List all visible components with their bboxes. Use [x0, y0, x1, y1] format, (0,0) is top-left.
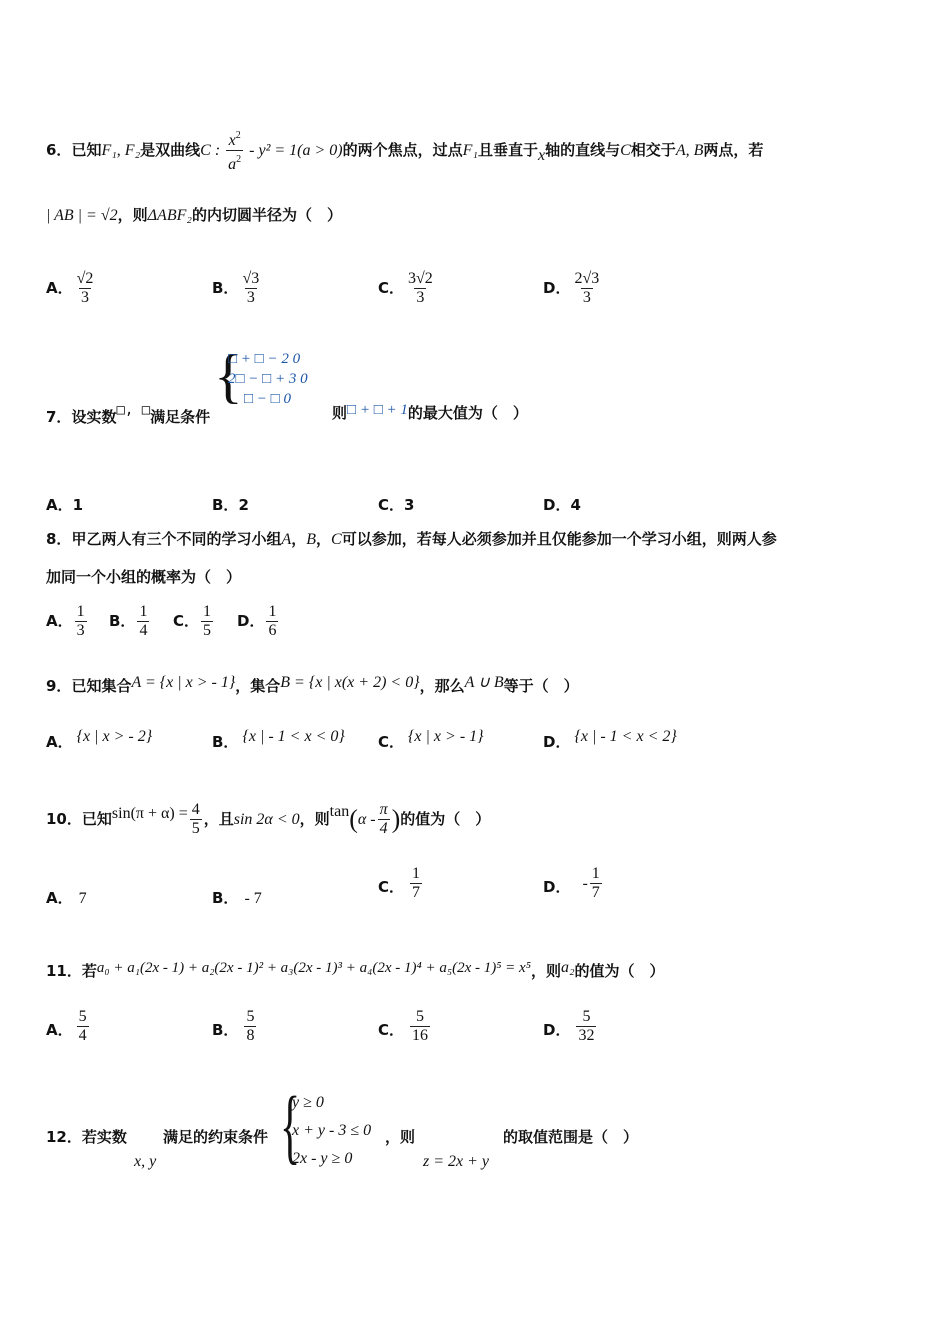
- question-9-stem: 9．已知集合A = {x | x > - 1}，集合B = {x | x(x + 2) < 0}，那么A ∪ B等于（ ）: [46, 674, 579, 695]
- option-d: D．4: [543, 496, 581, 514]
- option-c: C． $\frac{1}{5}$: [173, 603, 212, 639]
- condition: | AB | = √2: [46, 207, 118, 224]
- option-b: B．2: [212, 496, 249, 514]
- system-brace: {: [280, 1080, 301, 1173]
- question-number: 7．: [46, 408, 72, 426]
- objective-expression: □ + □ + 1: [347, 402, 408, 418]
- option-c: C． $\frac{1}{7}$: [378, 865, 421, 901]
- option-c: C． {x | x > - 1}: [378, 728, 484, 751]
- option-a: A． $\frac{√2}{3}$: [46, 270, 94, 306]
- option-d: D． $\frac{1}{6}$: [237, 603, 277, 639]
- question-number: 8．: [46, 530, 72, 548]
- constraint-system: y ≥ 0 x + y - 3 ≤ 0 2x - y ≥ 0: [292, 1094, 372, 1167]
- objective-expression: z = 2x + y: [423, 1153, 490, 1170]
- option-b: B． $\frac{√3}{3}$: [212, 270, 260, 306]
- option-b: B． $\frac{5}{8}$: [212, 1008, 255, 1044]
- question-number: 9．: [46, 677, 72, 695]
- question-7-stem: 7．设实数□, □满足条件: [46, 402, 211, 426]
- constraint-system: □ + □ − 2 0 2□ − □ + 3 0 □ − □ 0: [228, 351, 308, 407]
- variables: x, y: [134, 1153, 157, 1170]
- question-12-stem: 12．若实数: [46, 1128, 127, 1146]
- option-d: D． $\frac{5}{32}$: [543, 1008, 595, 1044]
- option-a: A． {x | x > - 2}: [46, 728, 153, 751]
- option-a: A．1: [46, 496, 84, 514]
- question-11-stem: 11．若a₀ + a₁(2x - 1) + a₂(2x - 1)² + a₃(2x - 1)³ + a₄(2x - 1)⁴ + a₅(2x - 1)⁵ = x⁵，则a₂的值为（ ）: [46, 959, 665, 980]
- question-number: 11．: [46, 962, 82, 980]
- foci: F₁, F₂: [101, 142, 141, 159]
- option-b: B． $\frac{1}{4}$: [109, 603, 148, 639]
- option-a: A． $\frac{5}{4}$: [46, 1008, 87, 1044]
- hyperbola-equation: C :: [200, 142, 225, 159]
- option-a: A． 7: [46, 889, 87, 907]
- option-d: D． {x | - 1 < x < 2}: [543, 728, 677, 751]
- question-number: 10．: [46, 810, 82, 828]
- option-a: A． $\frac{1}{3}$: [46, 603, 85, 639]
- question-number: 12．: [46, 1128, 82, 1146]
- option-b: B． {x | - 1 < x < 0}: [212, 728, 345, 751]
- option-b: B． - 7: [212, 889, 262, 907]
- question-number: 6．: [46, 141, 72, 159]
- option-c: C． $\frac{5}{16}$: [378, 1008, 429, 1044]
- system-brace: {: [214, 343, 243, 409]
- option-d: D． - $\frac{1}{7}$: [543, 865, 600, 901]
- option-c: C．3: [378, 496, 415, 514]
- question-8-stem: 8．甲乙两人有三个不同的学习小组A，B，C可以参加，若每人必须参加并且仅能参加一个学习小组，则两人参: [46, 530, 777, 548]
- question-8-stem-line2: 加同一个小组的概率为（ ）: [46, 568, 242, 586]
- question-6-stem: 6．已知F₁, F₂是双曲线C : $\frac{x^2}{a^2}$ - y² = 1(a > 0)的两个焦点，过点F₁且垂直于x轴的直线与C相交于A, B两点，若: [46, 130, 764, 173]
- question-10-stem: 10．已知sin(π + α) = $\frac{4}{5}$ ，且sin 2α < 0，则tan(α - $\frac{\pi}{4}$ )的值为（ ）: [46, 801, 491, 837]
- question-6-stem-line2: | AB | = √2，则ΔABF₂的内切圆半径为（ ）: [46, 206, 342, 224]
- set-a: A = {x | x > - 1}: [131, 674, 236, 691]
- option-c: C． $\frac{3√2}{3}$: [378, 270, 433, 306]
- set-b: B = {x | x(x + 2) < 0}: [280, 674, 420, 691]
- polynomial-identity: a₀ + a₁(2x - 1) + a₂(2x - 1)² + a₃(2x - 1)³ + a₄(2x - 1)⁴ + a₅(2x - 1)⁵ = x⁵: [96, 960, 531, 976]
- option-d: D． $\frac{2√3}{3}$: [543, 270, 600, 306]
